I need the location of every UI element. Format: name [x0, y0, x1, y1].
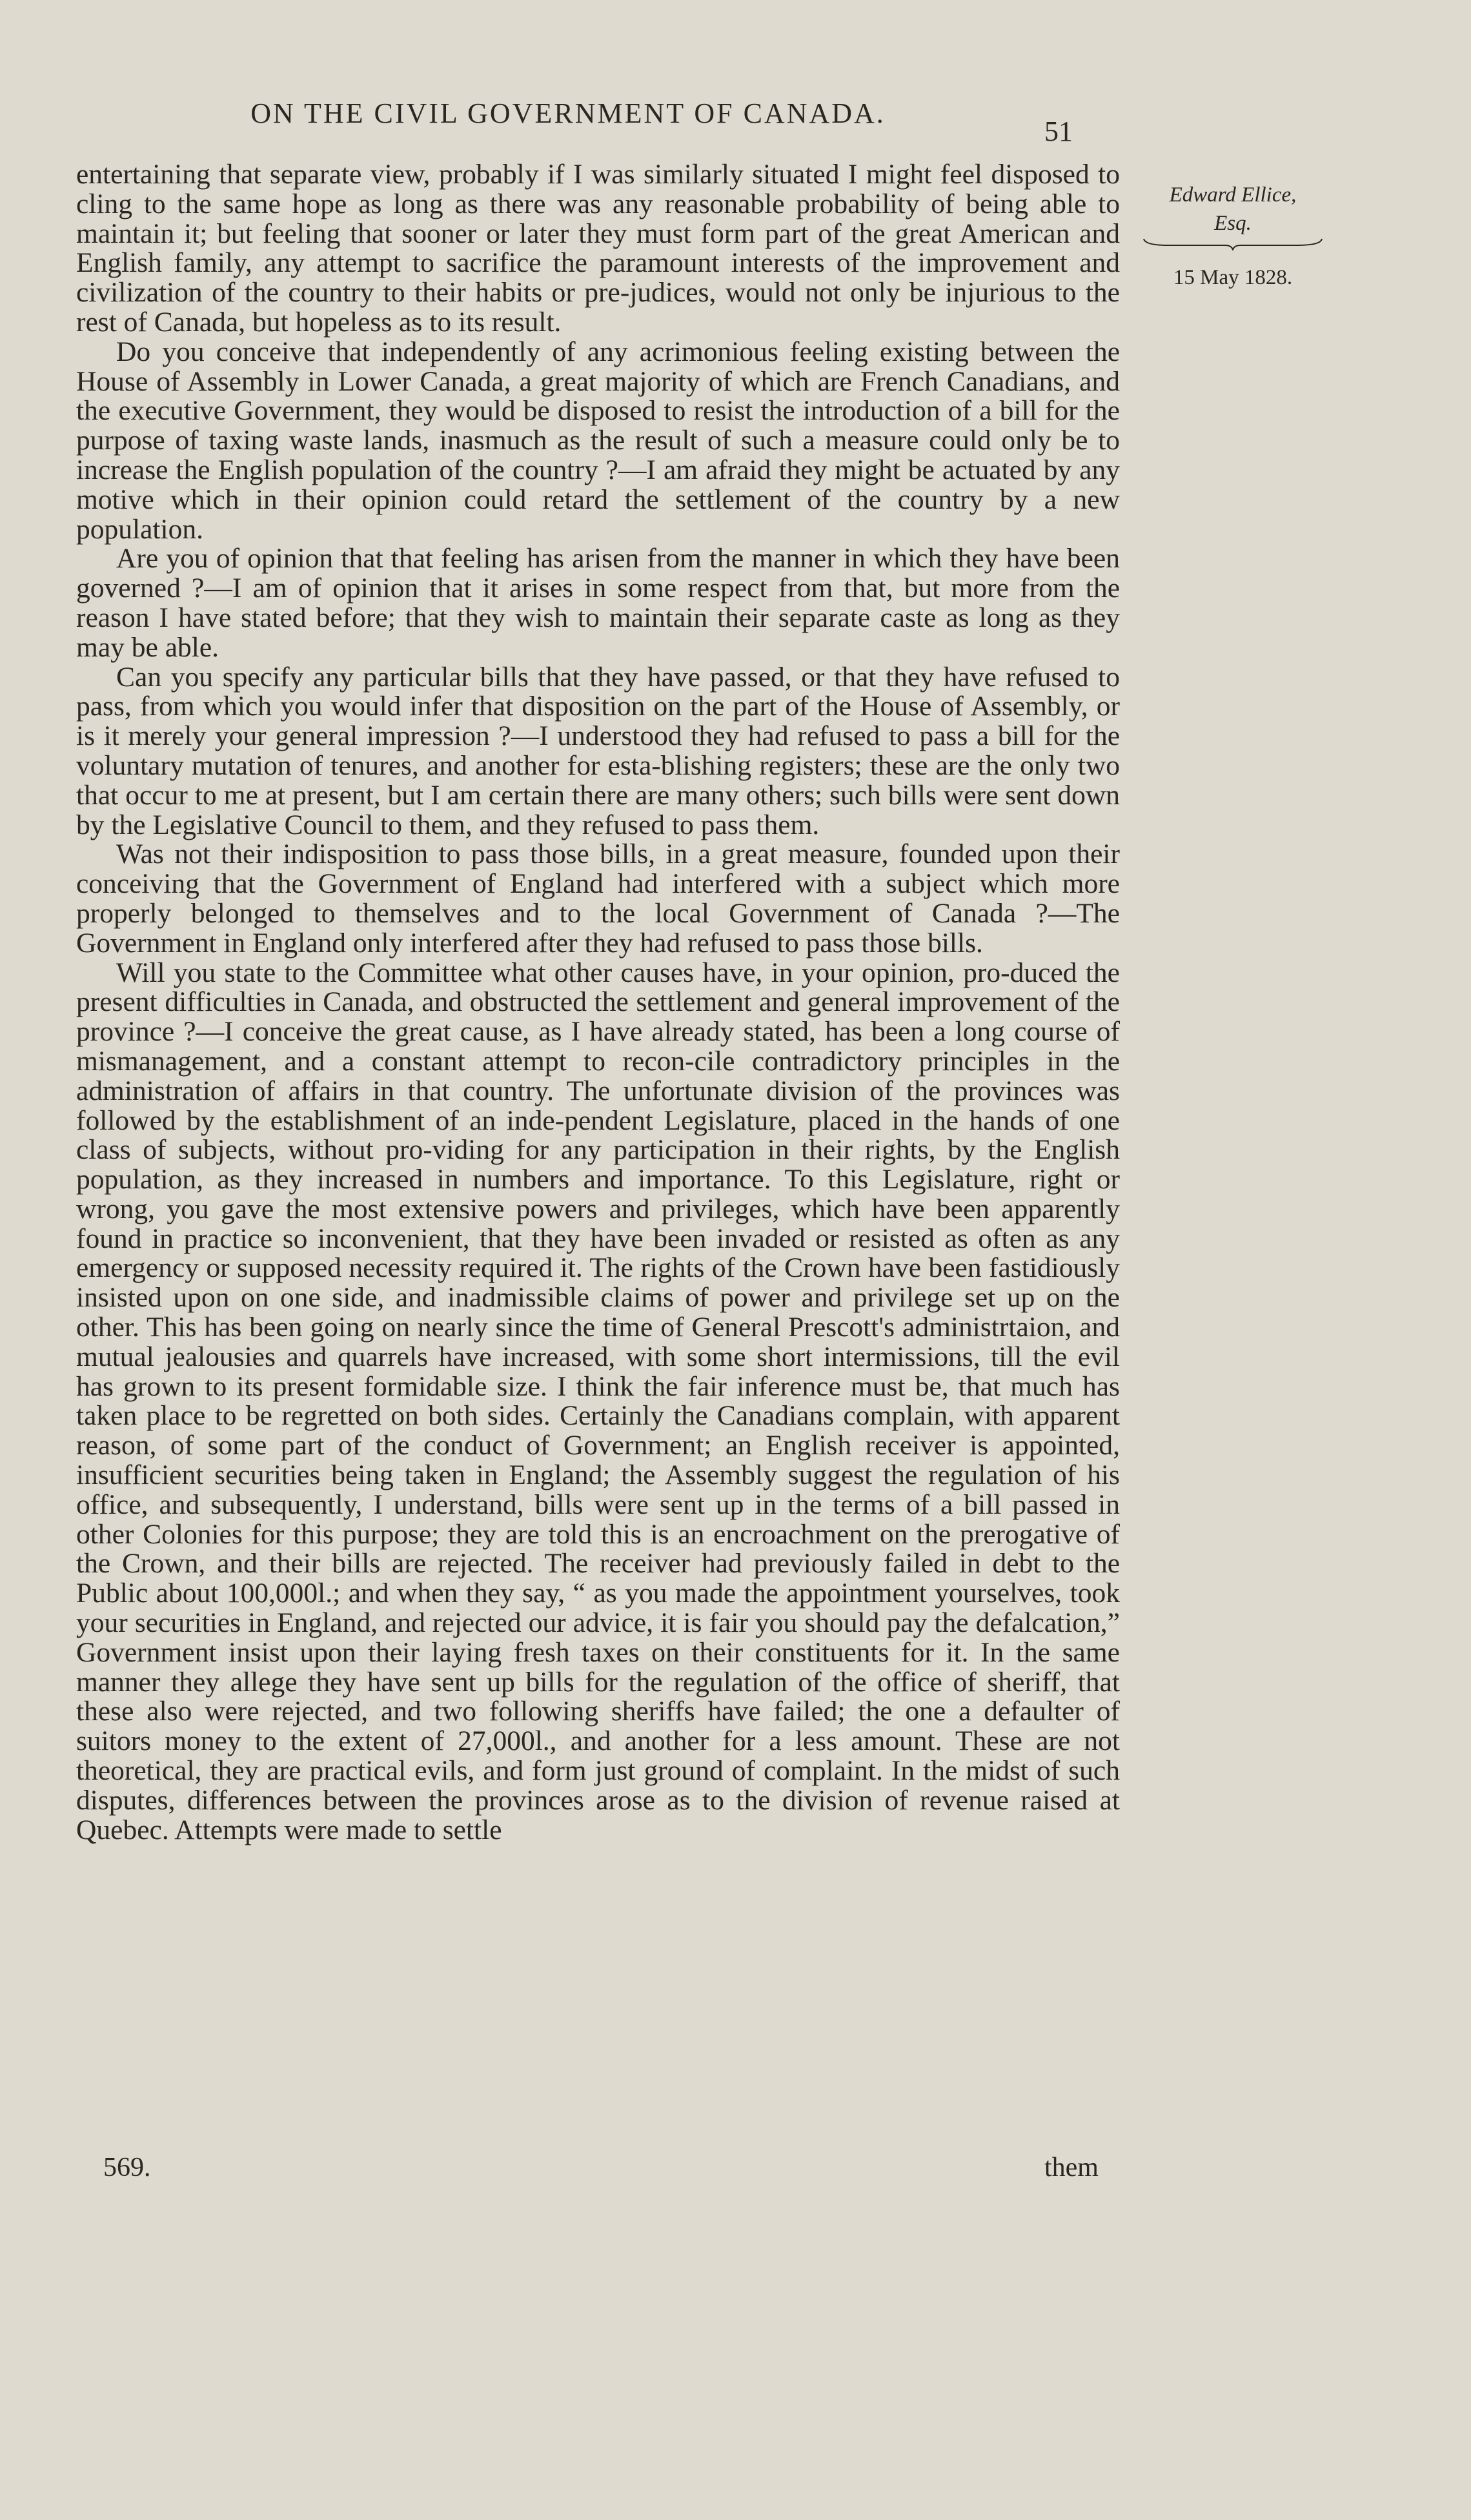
witness-title: Esq. [1214, 212, 1252, 235]
paragraph: Can you specify any particular bills that they have passed, or that they have refused to pass, from which you would infer that disposition on the part of the House of Assembly, or is it merely your general impression ?—I understood they had refused to pass a bill for the voluntary mutation of tenures, and another for esta-blishing registers; these are the only two that occur to me at present, but I am certain there are many others; such bills were sent down by the Legislative Council to them, and they refused to pass them. [76, 661, 1120, 840]
witness-name: Edward Ellice, [1169, 183, 1297, 207]
catchword: them [1044, 2153, 1099, 2182]
margin-note [1136, 181, 1330, 292]
brace-icon [1142, 238, 1323, 250]
paragraph: Do you conceive that independently of any acrimonious feeling existing between the House of Assembly in Lower Canada, a great majority of which are French Canadians, and the executive Government, they would be disposed to resist the introduction of a bill for the purpose of taxing waste lands, inasmuch as the result of such a measure could only be to increase the English population of the country ?—I am afraid they might be actuated by any motive which in their opinion could retard the settlement of the country by a new population. [76, 336, 1120, 545]
running-title: ON THE CIVIL GOVERNMENT OF CANADA. [250, 97, 886, 129]
paragraph: entertaining that separate view, probably if I was similarly situated I might feel disposed to cling to the same hope as long as there was any reasonable probability of being able to maintain it; but feeling that sooner or later they must form part of the great American and English family, any attempt to sacrifice the paramount interests of the improvement and civilization of the country to their habits or pre-judices, would not only be injurious to the rest of Canada, but hopeless as to its result. [76, 159, 1120, 338]
paragraph: Are you of opinion that that feeling has arisen from the manner in which they have been governed ?—I am of opinion that it arises in some respect from that, but more from the reason I have stated before; that they wish to maintain their separate caste as long as they may be able. [76, 543, 1120, 663]
testimony-date: 15 May 1828. [1173, 266, 1293, 289]
paragraph: Will you state to the Committee what other causes have, in your opinion, pro-duced the present difficulties in Canada, and obstructed the settlement and general improvement of the province ?—I conceive the great cause, as I have already stated, has been a long course of mismanagement, and a constant attempt to recon-cile contradictory principles in the administration of affairs in that country. The unfortunate division of the provinces was followed by the establishment of an inde-pendent Legislature, placed in the hands of one class of subjects, without pro-viding for any participation in their rights, by the English population, as they increased in numbers and importance. To this Legislature, right or wrong, you gave the most extensive powers and privileges, which have been apparently found in practice so inconvenient, that they have been invaded or resisted as often as any emergency or supposed necessity required it. The rights of the Crown have been fastidiously insisted upon on one side, and inadmissible claims of power and privilege set up on the other. This has been going on nearly since the time of General Prescott's administrtaion, and mutual jealousies and quarrels have increased, with some short intermissions, till the evil has grown to its present formidable size. I think the fair inference must be, that much has taken place to be regretted on both sides. Certainly the Canadians complain, with apparent reason, of some part of the conduct of Government; an English receiver is appointed, insufficient securities being taken in England; the Assembly suggest the regulation of his office, and subsequently, I understand, bills were sent up in the terms of a bill passed in other Colonies for this purpose; they are told this is an encroachment on the prerogative of the Crown, and their bills are rejected. The receiver had previously failed in debt to the Public about 100,000l.; and when they say, “ as you made the appointment yourselves, took your securities in England, and rejected our advice, it is fair you should pay the defalcation,” Government insist upon their laying fresh taxes on their constituents for it. In the same manner they allege they have sent up bills for the regulation of the office of sheriff, that these also were rejected, and two following sheriffs have failed; the one a defaulter of suitors money to the extent of 27,000l., and another for a less amount. These are not theoretical, they are practical evils, and form just ground of complaint. In the midst of such disputes, differences between the provinces arose as to the division of revenue raised at Quebec. Attempts were made to settle [76, 957, 1120, 1845]
body-text [76, 160, 1120, 1845]
signature-mark: 569. [103, 2153, 151, 2182]
paragraph: Was not their indisposition to pass those bills, in a great measure, founded upon their conceiving that the Government of England had interfered with a subject which more properly belonged to themselves and to the local Government of Canada ?—The Government in England only interfered after they had refused to pass those bills. [76, 838, 1120, 959]
page-number: 51 [1044, 116, 1073, 147]
